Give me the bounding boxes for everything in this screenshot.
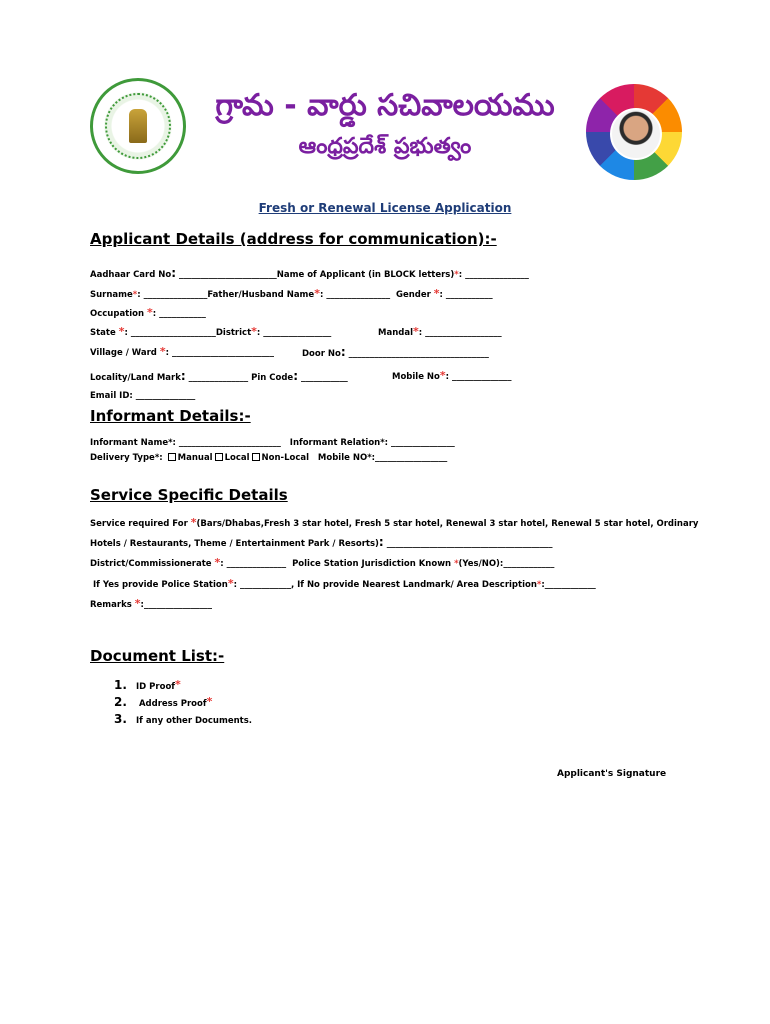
pin-code-input[interactable]: ___________: [300, 373, 348, 383]
landmark-description-input[interactable]: ____________: [544, 580, 596, 590]
welfare-schemes-wheel-logo-icon: [586, 84, 682, 180]
locality-input[interactable]: ______________: [188, 373, 249, 383]
aadhaar-row: Aadhaar Card No: _______________________Name of Applicant (in BLOCK letters)*: _______________: [90, 266, 529, 280]
list-item: 2. Address Proof*: [114, 695, 213, 709]
email-input[interactable]: ______________: [135, 391, 196, 401]
district-input[interactable]: ________________: [263, 328, 332, 338]
informant-name-input[interactable]: ________________________: [178, 438, 281, 448]
surname-row: Surname*: _______________Father/Husband Name*: _______________ Gender *: ___________: [90, 287, 493, 300]
applicant-details-heading: Applicant Details (address for communication):-: [90, 230, 497, 248]
father-husband-name-input[interactable]: _______________: [326, 290, 391, 300]
list-item: 3. If any other Documents.: [114, 712, 252, 726]
door-no-field: Door No: _________________________________: [302, 345, 489, 359]
informant-details-heading: Informant Details:-: [90, 407, 251, 425]
gender-input[interactable]: ___________: [445, 290, 493, 300]
delivery-type-row: Delivery Type*: Manual Local Non-Local Mobile NO*:_________________: [90, 453, 448, 463]
applicant-name-input[interactable]: _______________: [465, 270, 529, 280]
applicant-signature-label: Applicant's Signature: [557, 769, 667, 779]
village-ward-input[interactable]: ________________________: [171, 348, 274, 358]
aadhaar-input[interactable]: _______________________: [179, 270, 277, 280]
police-station-input[interactable]: ____________: [239, 580, 291, 590]
informant-relation-input[interactable]: _______________: [391, 438, 455, 448]
district-commissionerate-row: District/Commissionerate *: ______________ Police Station Jurisdiction Known *(Yes/NO):____________: [90, 556, 555, 569]
service-required-input[interactable]: _______________________________________: [386, 539, 553, 549]
door-no-input[interactable]: _________________________________: [348, 349, 489, 359]
email-row: Email ID: ______________: [90, 391, 196, 401]
occupation-row: Occupation *: ___________: [90, 306, 206, 319]
ap-government-seal-icon: [90, 78, 186, 174]
manual-checkbox[interactable]: [168, 453, 176, 461]
police-station-row: If Yes provide Police Station*: ____________, If No provide Nearest Landmark/ Area Description*:____________: [93, 577, 596, 590]
andhra-pradesh-government-subtitle: ఆంధ్రప్రదేశ్ ప్రభుత్వం: [298, 134, 472, 159]
mandal-field: Mandal*: __________________: [378, 325, 502, 338]
remarks-row: Remarks *:________________: [90, 597, 212, 610]
state-input[interactable]: ____________________: [130, 328, 216, 338]
mandal-input[interactable]: __________________: [425, 328, 502, 338]
surname-input[interactable]: _______________: [143, 290, 208, 300]
grama-ward-sachivalayam-title: గ్రామ - వార్డు సచివాలయము: [215, 88, 555, 123]
non-local-checkbox[interactable]: [252, 453, 260, 461]
state-row: State *: ____________________District*: ________________: [90, 325, 332, 338]
locality-row: Locality/Land Mark: ______________ Pin Code: ___________: [90, 369, 348, 383]
district-commissionerate-input[interactable]: ______________: [226, 559, 287, 569]
remarks-input[interactable]: ________________: [143, 600, 212, 610]
informant-name-row: Informant Name*: ________________________ Informant Relation*: _______________: [90, 438, 455, 448]
occupation-input[interactable]: ___________: [159, 309, 206, 319]
informant-mobile-input[interactable]: _________________: [375, 453, 448, 463]
village-row: Village / Ward *: ________________________: [90, 345, 274, 358]
local-checkbox[interactable]: [215, 453, 223, 461]
document-list-heading: Document List:-: [90, 647, 225, 665]
service-required-row: Service required For *(Bars/Dhabas,Fresh 3 star hotel, Fresh 5 star hotel, Renewal 3 star hotel, Renewal 5 star hotel, Ordinary: [90, 516, 699, 529]
list-item: 1. ID Proof*: [114, 678, 181, 692]
mobile-no-input[interactable]: ______________: [452, 372, 512, 382]
service-required-row-2: Hotels / Restaurants, Theme / Entertainment Park / Resorts): _______________________________________: [90, 535, 553, 549]
form-title: Fresh or Renewal License Application: [258, 201, 512, 215]
police-station-known-input[interactable]: ____________: [503, 559, 555, 569]
mobile-field: Mobile No*: ______________: [392, 369, 512, 382]
service-details-heading: Service Specific Details: [90, 486, 288, 504]
